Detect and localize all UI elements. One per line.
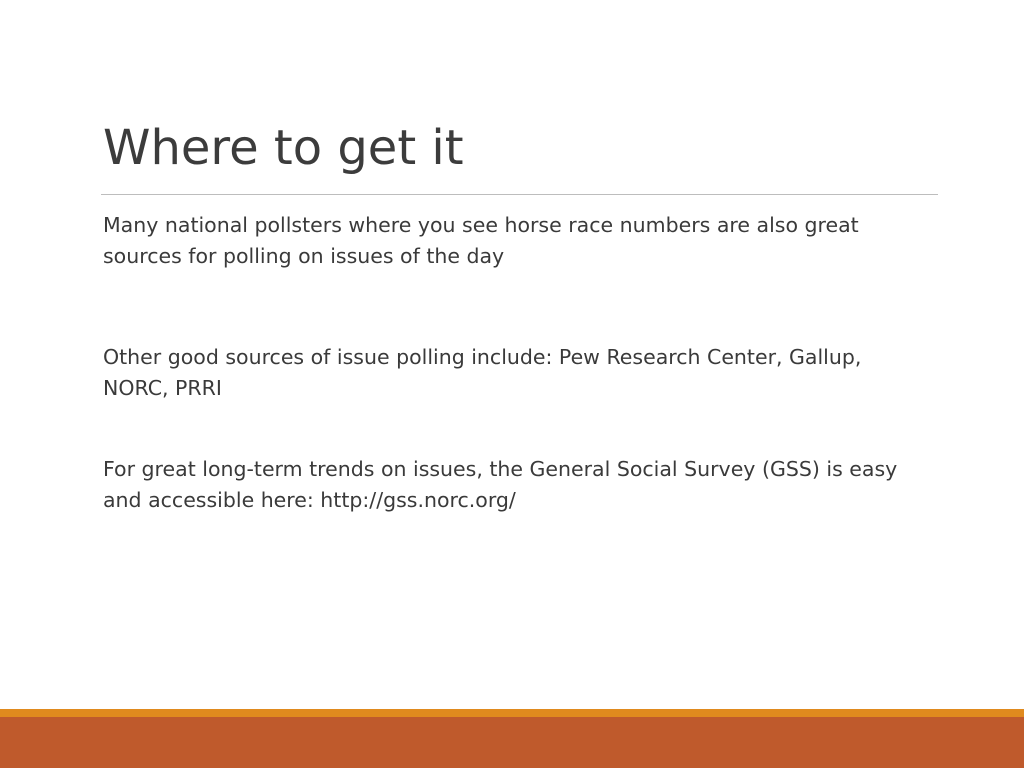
paragraph-pollsters: Many national pollsters where you see horse race numbers are also great sources for polling on issues of the day: [103, 213, 859, 268]
paragraph-gss: For great long-term trends on issues, the General Social Survey (GSS) is easy and accessible here: http://gss.norc.org/: [103, 457, 898, 512]
slide-title: Where to get it: [103, 120, 464, 176]
title-divider: [101, 194, 938, 195]
accent-stripe: [0, 709, 1024, 717]
footer-band: [0, 717, 1024, 768]
paragraph-other-sources: Other good sources of issue polling include: Pew Research Center, Gallup, NORC, PRRI: [103, 345, 862, 400]
